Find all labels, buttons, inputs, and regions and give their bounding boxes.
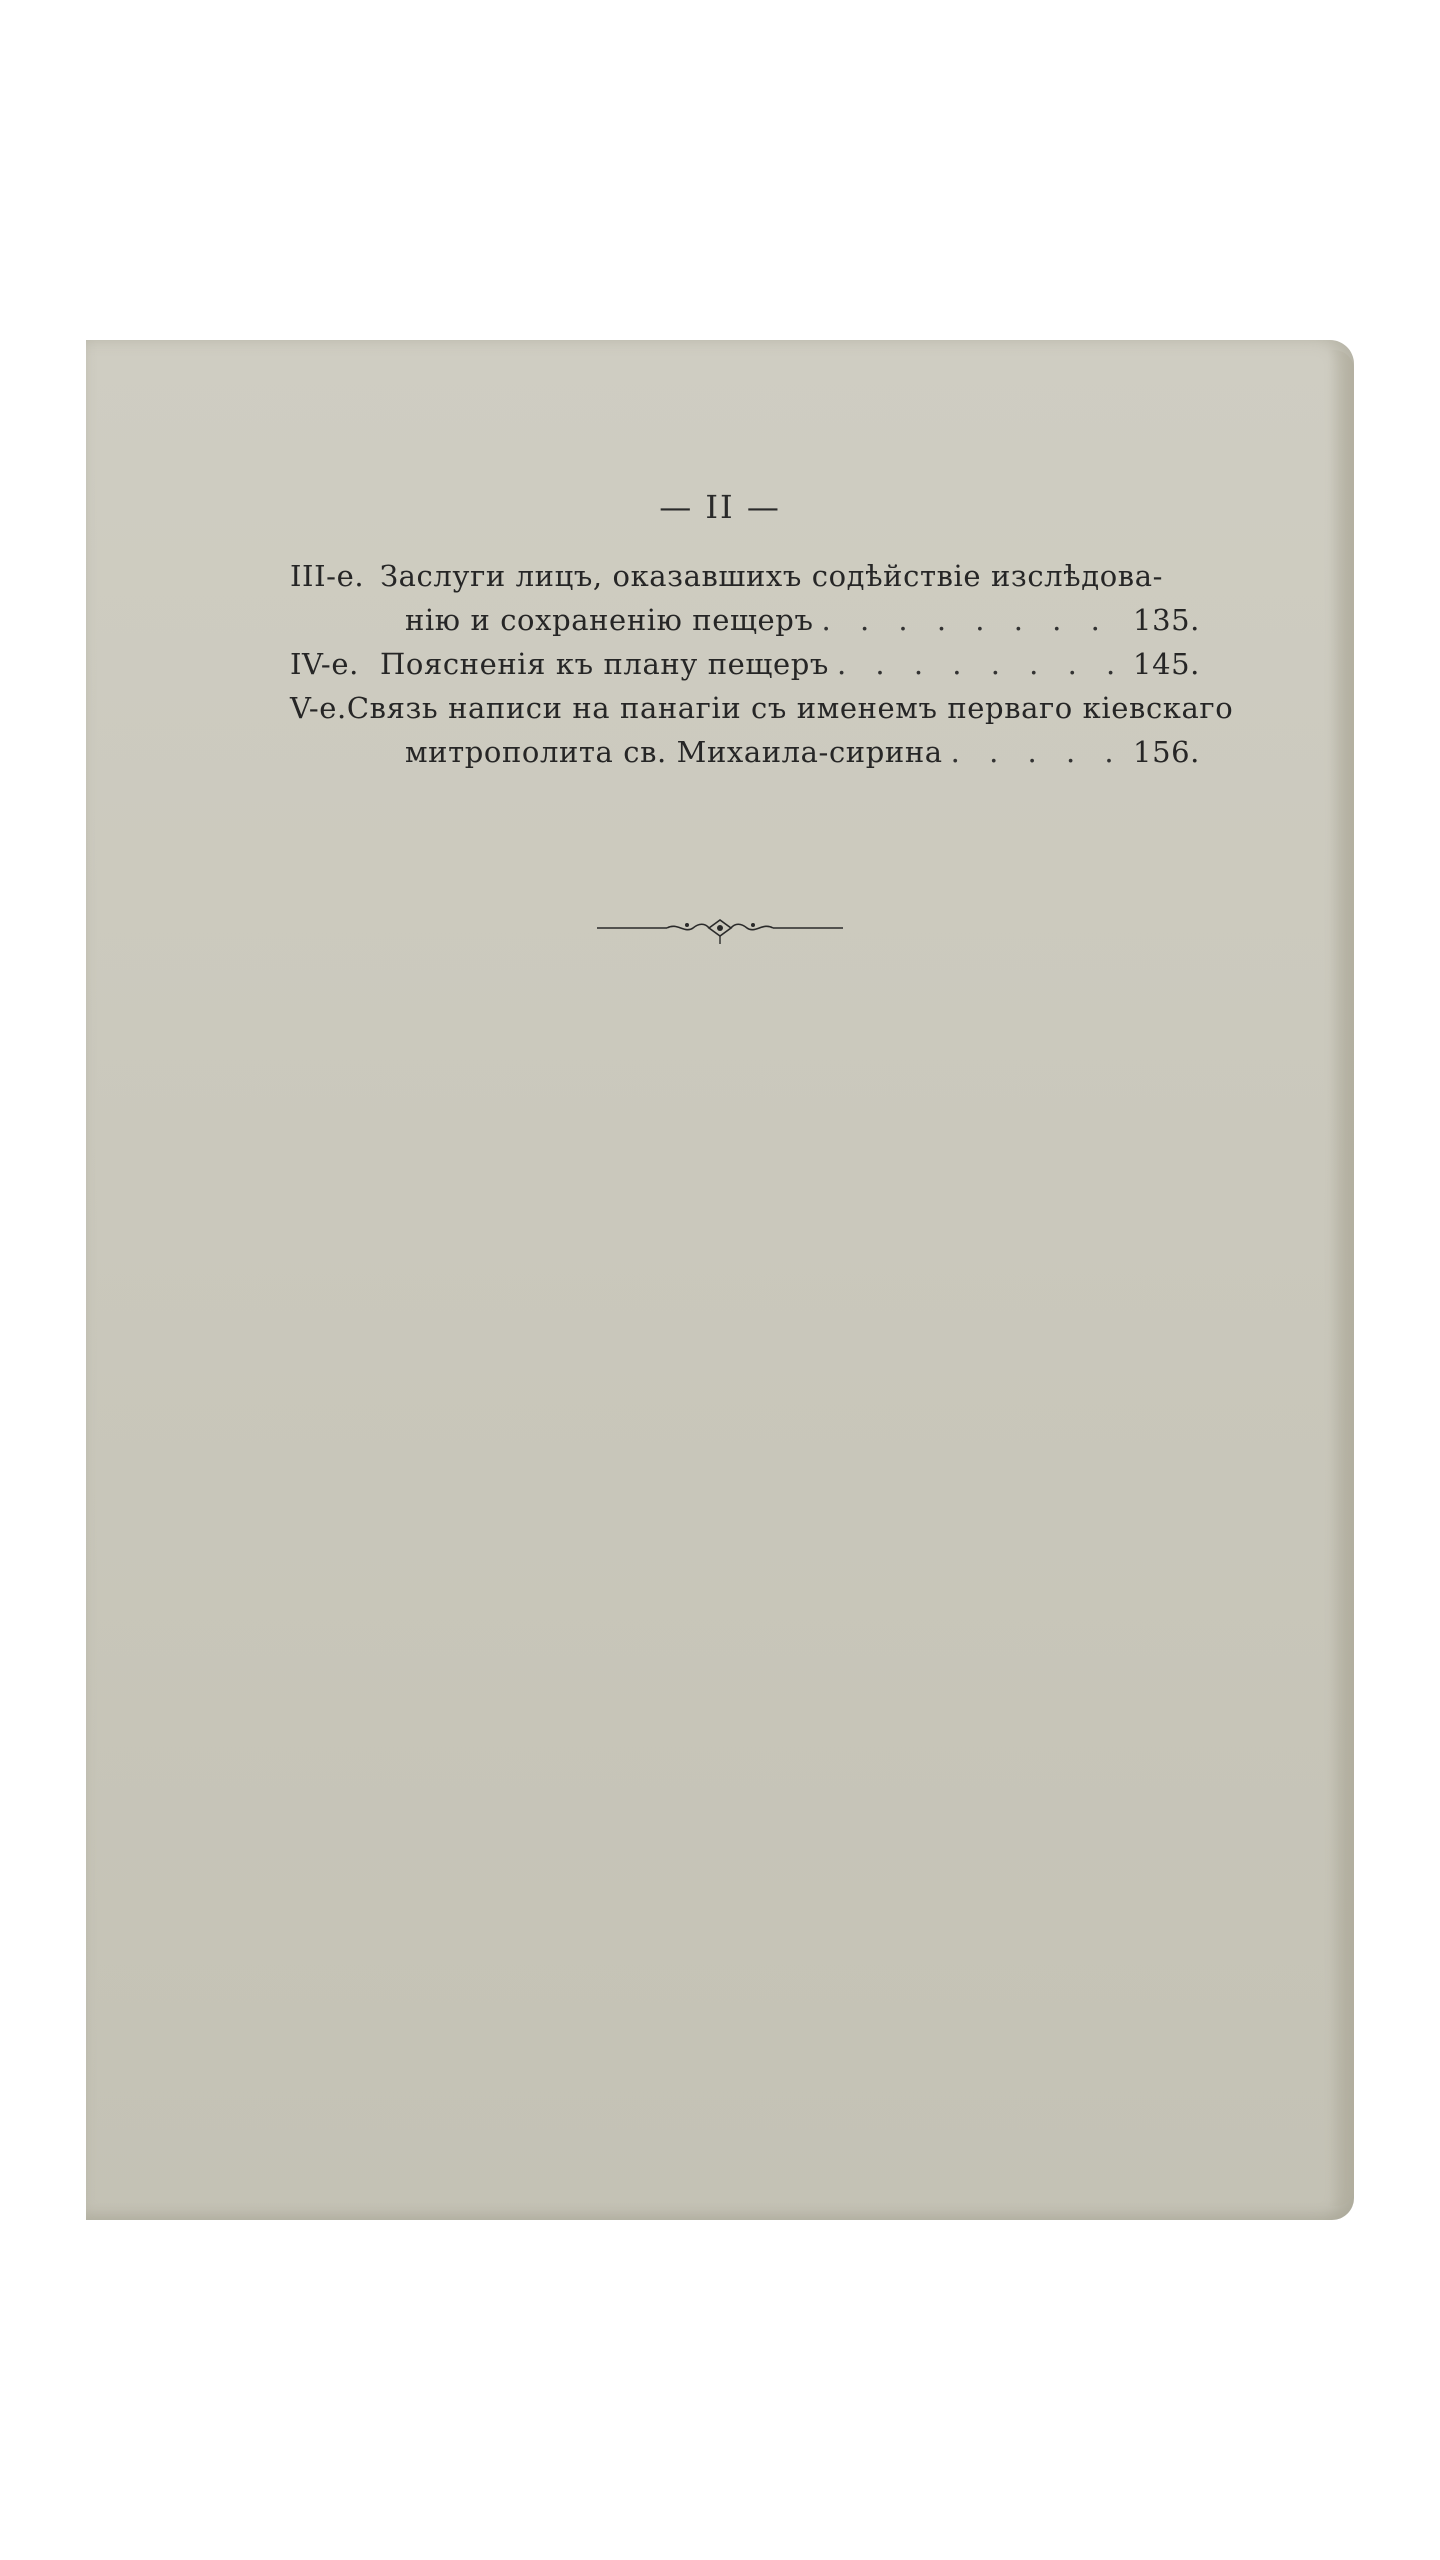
toc-entry xyxy=(290,686,1234,774)
page-edge xyxy=(1328,350,1354,2206)
dot-leader xyxy=(822,598,1126,642)
ornament-flourish-icon xyxy=(595,910,845,950)
toc-entry-title: Связь написи на панагіи съ именемъ перваго кіевскаго xyxy=(346,691,1234,725)
toc-entry-line xyxy=(290,686,1234,730)
toc-entry-number: IV-е. xyxy=(290,647,359,681)
toc-entry-number: III-е. xyxy=(290,559,365,593)
toc-entry-line xyxy=(290,730,1200,774)
toc-page-number: 135. xyxy=(1133,603,1200,637)
toc-page-number: 156. xyxy=(1133,735,1200,769)
toc-entry-title: Поясненія къ плану пещеръ xyxy=(380,647,829,681)
toc-entry-title-continued: митрополита св. Михаила-сирина xyxy=(405,735,943,769)
page-number-header: — II — xyxy=(659,488,781,526)
dot-leader xyxy=(951,730,1125,774)
dot-leader xyxy=(837,642,1125,686)
toc-page-number: 145. xyxy=(1133,647,1200,681)
toc-entry-line xyxy=(290,642,1200,686)
table-of-contents xyxy=(290,554,1234,774)
toc-entry xyxy=(290,642,1200,686)
toc-entry xyxy=(290,554,1200,642)
toc-entry-title-continued: нію и сохраненію пещеръ xyxy=(405,603,814,637)
toc-entry-line xyxy=(290,554,1200,598)
toc-entry-title: Заслуги лицъ, оказавшихъ содѣйствіе изслѣдова- xyxy=(380,559,1164,593)
toc-entry-line xyxy=(290,598,1200,642)
book-page xyxy=(86,340,1354,2220)
toc-entry-number: V-е. xyxy=(290,691,347,725)
ornament-divider xyxy=(86,910,1354,950)
